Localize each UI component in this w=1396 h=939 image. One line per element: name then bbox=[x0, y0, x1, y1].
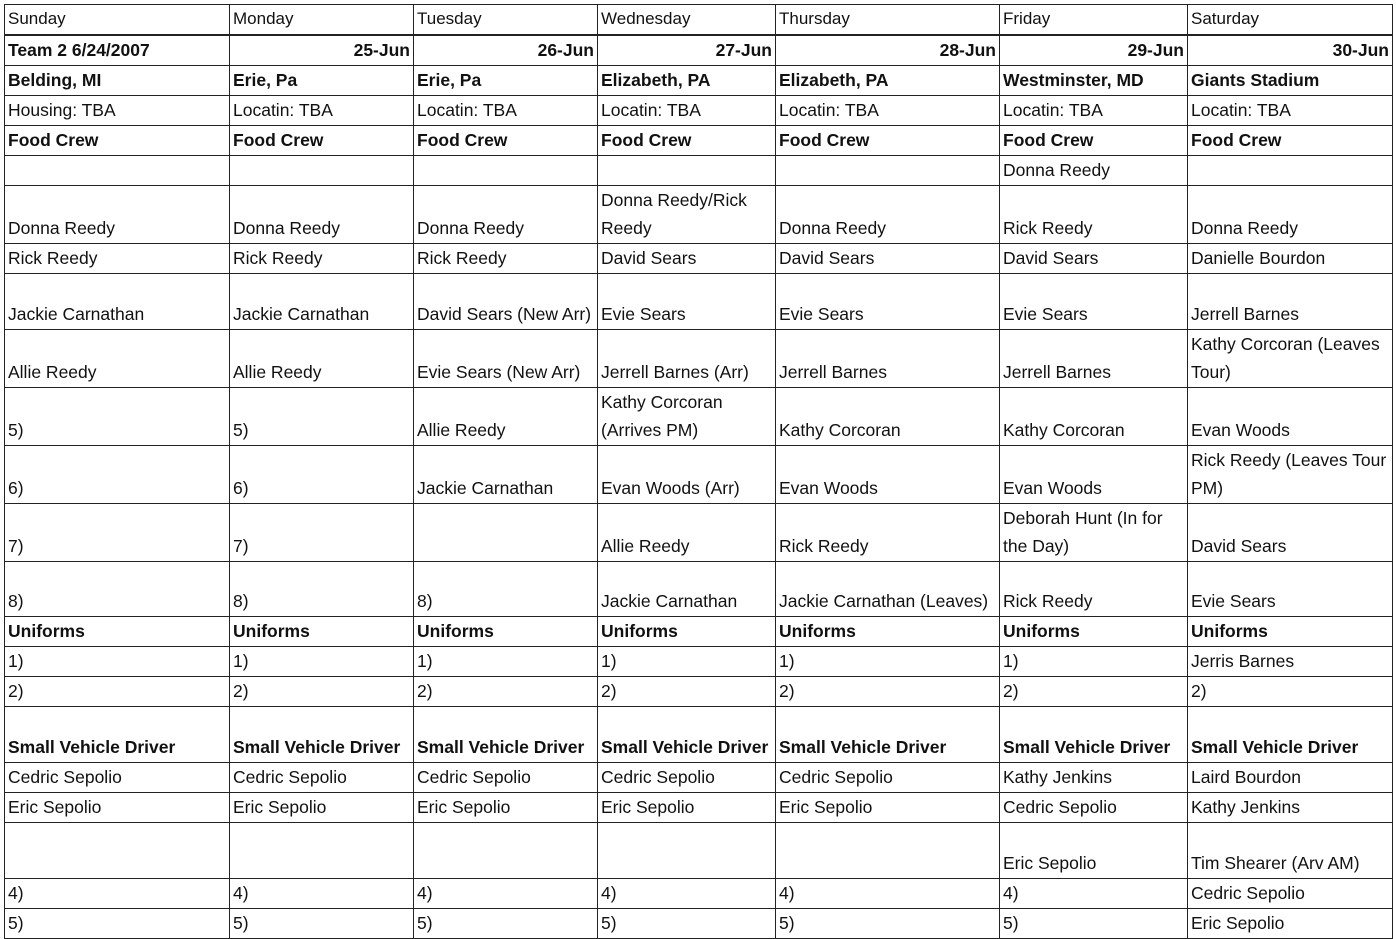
housing-cell: Locatin: TBA bbox=[1188, 96, 1393, 126]
schedule-row bbox=[5, 126, 1393, 156]
driver-label: Small Vehicle Driver bbox=[598, 707, 776, 763]
uniform-entry: 1) bbox=[5, 647, 230, 677]
food-crew-entry: Evie Sears bbox=[1000, 274, 1188, 330]
food-crew-entry: 8) bbox=[230, 562, 414, 617]
driver-entry: Eric Sepolio bbox=[776, 793, 1000, 823]
food-crew-entry: 5) bbox=[5, 388, 230, 446]
driver-label: Small Vehicle Driver bbox=[1000, 707, 1188, 763]
food-crew-entry: Donna Reedy bbox=[776, 186, 1000, 244]
uniform-entry: 2) bbox=[414, 677, 598, 707]
date-cell: Team 2 6/24/2007 bbox=[5, 35, 230, 66]
day-name: Friday bbox=[1000, 5, 1188, 36]
location-cell: Belding, MI bbox=[5, 66, 230, 96]
driver-entry: 4) bbox=[414, 879, 598, 909]
food-crew-entry: Donna Reedy bbox=[414, 186, 598, 244]
food-crew-entry: Kathy Corcoran bbox=[1000, 388, 1188, 446]
schedule-row bbox=[5, 96, 1393, 126]
driver-entry bbox=[230, 823, 414, 879]
driver-entry: 5) bbox=[5, 909, 230, 939]
food-crew-entry: 8) bbox=[414, 562, 598, 617]
date-cell: 28-Jun bbox=[776, 35, 1000, 66]
uniforms-label: Uniforms bbox=[598, 617, 776, 647]
schedule-row bbox=[5, 823, 1393, 879]
location-cell: Erie, Pa bbox=[414, 66, 598, 96]
driver-entry: Cedric Sepolio bbox=[1188, 879, 1393, 909]
driver-label: Small Vehicle Driver bbox=[776, 707, 1000, 763]
driver-entry: Kathy Jenkins bbox=[1000, 763, 1188, 793]
food-crew-entry bbox=[598, 156, 776, 186]
schedule-row bbox=[5, 330, 1393, 388]
driver-label: Small Vehicle Driver bbox=[1188, 707, 1393, 763]
schedule-row bbox=[5, 562, 1393, 617]
driver-entry: Cedric Sepolio bbox=[776, 763, 1000, 793]
driver-label: Small Vehicle Driver bbox=[230, 707, 414, 763]
food-crew-entry: Jerrell Barnes (Arr) bbox=[598, 330, 776, 388]
driver-entry: 4) bbox=[5, 879, 230, 909]
food-crew-entry: Donna Reedy bbox=[1188, 186, 1393, 244]
food-crew-entry: Evie Sears bbox=[776, 274, 1000, 330]
food-crew-entry: Donna Reedy bbox=[5, 186, 230, 244]
uniforms-label: Uniforms bbox=[1188, 617, 1393, 647]
schedule-row bbox=[5, 35, 1393, 66]
housing-cell: Locatin: TBA bbox=[598, 96, 776, 126]
uniforms-label: Uniforms bbox=[414, 617, 598, 647]
driver-entry: Eric Sepolio bbox=[1188, 909, 1393, 939]
food-crew-entry: Rick Reedy bbox=[5, 244, 230, 274]
food-crew-entry bbox=[5, 156, 230, 186]
food-crew-entry: 6) bbox=[230, 446, 414, 504]
food-crew-entry: 5) bbox=[230, 388, 414, 446]
food-crew-label: Food Crew bbox=[5, 126, 230, 156]
food-crew-entry: Allie Reedy bbox=[598, 504, 776, 562]
food-crew-entry: Danielle Bourdon bbox=[1188, 244, 1393, 274]
food-crew-label: Food Crew bbox=[1188, 126, 1393, 156]
driver-entry: Eric Sepolio bbox=[1000, 823, 1188, 879]
food-crew-entry: Donna Reedy/Rick Reedy bbox=[598, 186, 776, 244]
food-crew-entry: David Sears bbox=[1000, 244, 1188, 274]
food-crew-entry: Allie Reedy bbox=[5, 330, 230, 388]
driver-label: Small Vehicle Driver bbox=[5, 707, 230, 763]
driver-entry bbox=[776, 823, 1000, 879]
schedule-row bbox=[5, 707, 1393, 763]
driver-entry bbox=[414, 823, 598, 879]
food-crew-label: Food Crew bbox=[1000, 126, 1188, 156]
day-name: Wednesday bbox=[598, 5, 776, 36]
food-crew-entry bbox=[414, 504, 598, 562]
schedule-row bbox=[5, 793, 1393, 823]
food-crew-entry: Jerrell Barnes bbox=[776, 330, 1000, 388]
food-crew-entry: Jackie Carnathan bbox=[5, 274, 230, 330]
food-crew-entry bbox=[230, 156, 414, 186]
schedule-row bbox=[5, 879, 1393, 909]
driver-entry: 5) bbox=[414, 909, 598, 939]
food-crew-entry bbox=[776, 156, 1000, 186]
food-crew-entry: Rick Reedy bbox=[1000, 186, 1188, 244]
housing-cell: Locatin: TBA bbox=[414, 96, 598, 126]
food-crew-entry: 7) bbox=[5, 504, 230, 562]
food-crew-entry: Jackie Carnathan bbox=[414, 446, 598, 504]
food-crew-entry: Donna Reedy bbox=[230, 186, 414, 244]
location-cell: Westminster, MD bbox=[1000, 66, 1188, 96]
date-cell: 25-Jun bbox=[230, 35, 414, 66]
schedule-row bbox=[5, 647, 1393, 677]
driver-entry: 5) bbox=[598, 909, 776, 939]
uniform-entry: 1) bbox=[230, 647, 414, 677]
uniforms-label: Uniforms bbox=[776, 617, 1000, 647]
food-crew-entry: David Sears (New Arr) bbox=[414, 274, 598, 330]
uniform-entry: 1) bbox=[598, 647, 776, 677]
location-cell: Elizabeth, PA bbox=[776, 66, 1000, 96]
schedule-row bbox=[5, 446, 1393, 504]
driver-entry: 5) bbox=[1000, 909, 1188, 939]
uniform-entry: 1) bbox=[776, 647, 1000, 677]
food-crew-entry: Jerrell Barnes bbox=[1188, 274, 1393, 330]
schedule-row bbox=[5, 763, 1393, 793]
day-name: Saturday bbox=[1188, 5, 1393, 36]
schedule-row bbox=[5, 617, 1393, 647]
driver-entry: 4) bbox=[1000, 879, 1188, 909]
driver-entry: Cedric Sepolio bbox=[1000, 793, 1188, 823]
schedule-row bbox=[5, 5, 1393, 36]
driver-entry: Eric Sepolio bbox=[5, 793, 230, 823]
driver-entry: 5) bbox=[230, 909, 414, 939]
food-crew-entry: Evie Sears bbox=[1188, 562, 1393, 617]
uniforms-label: Uniforms bbox=[230, 617, 414, 647]
food-crew-entry: Allie Reedy bbox=[230, 330, 414, 388]
schedule-row bbox=[5, 244, 1393, 274]
food-crew-entry: Kathy Corcoran (Leaves Tour) bbox=[1188, 330, 1393, 388]
driver-entry: 5) bbox=[776, 909, 1000, 939]
food-crew-entry: Evie Sears (New Arr) bbox=[414, 330, 598, 388]
food-crew-entry: Evan Woods (Arr) bbox=[598, 446, 776, 504]
food-crew-entry: Donna Reedy bbox=[1000, 156, 1188, 186]
driver-entry: Tim Shearer (Arv AM) bbox=[1188, 823, 1393, 879]
day-name: Monday bbox=[230, 5, 414, 36]
food-crew-entry: Rick Reedy (Leaves Tour PM) bbox=[1188, 446, 1393, 504]
food-crew-entry: David Sears bbox=[776, 244, 1000, 274]
date-cell: 27-Jun bbox=[598, 35, 776, 66]
food-crew-entry: Rick Reedy bbox=[230, 244, 414, 274]
uniforms-label: Uniforms bbox=[1000, 617, 1188, 647]
food-crew-entry: Rick Reedy bbox=[414, 244, 598, 274]
schedule-row bbox=[5, 909, 1393, 939]
day-name: Sunday bbox=[5, 5, 230, 36]
date-cell: 30-Jun bbox=[1188, 35, 1393, 66]
food-crew-label: Food Crew bbox=[776, 126, 1000, 156]
schedule-row bbox=[5, 156, 1393, 186]
day-name: Thursday bbox=[776, 5, 1000, 36]
schedule-row bbox=[5, 186, 1393, 244]
food-crew-entry: Rick Reedy bbox=[776, 504, 1000, 562]
housing-cell: Housing: TBA bbox=[5, 96, 230, 126]
food-crew-label: Food Crew bbox=[230, 126, 414, 156]
food-crew-entry: Kathy Corcoran (Arrives PM) bbox=[598, 388, 776, 446]
food-crew-label: Food Crew bbox=[598, 126, 776, 156]
schedule-row bbox=[5, 504, 1393, 562]
uniforms-label: Uniforms bbox=[5, 617, 230, 647]
food-crew-entry: Evie Sears bbox=[598, 274, 776, 330]
location-cell: Erie, Pa bbox=[230, 66, 414, 96]
driver-label: Small Vehicle Driver bbox=[414, 707, 598, 763]
food-crew-entry: David Sears bbox=[1188, 504, 1393, 562]
food-crew-entry: Rick Reedy bbox=[1000, 562, 1188, 617]
housing-cell: Locatin: TBA bbox=[1000, 96, 1188, 126]
driver-entry: Eric Sepolio bbox=[230, 793, 414, 823]
food-crew-entry: Jerrell Barnes bbox=[1000, 330, 1188, 388]
food-crew-entry: 8) bbox=[5, 562, 230, 617]
driver-entry bbox=[5, 823, 230, 879]
schedule-row bbox=[5, 388, 1393, 446]
driver-entry: Cedric Sepolio bbox=[598, 763, 776, 793]
food-crew-entry: Evan Woods bbox=[776, 446, 1000, 504]
uniform-entry: 2) bbox=[1000, 677, 1188, 707]
schedule-table bbox=[4, 4, 1393, 939]
date-cell: 26-Jun bbox=[414, 35, 598, 66]
date-cell: 29-Jun bbox=[1000, 35, 1188, 66]
uniform-entry: 1) bbox=[414, 647, 598, 677]
driver-entry: Cedric Sepolio bbox=[230, 763, 414, 793]
driver-entry: 4) bbox=[776, 879, 1000, 909]
uniform-entry: 2) bbox=[1188, 677, 1393, 707]
driver-entry: Kathy Jenkins bbox=[1188, 793, 1393, 823]
food-crew-entry bbox=[414, 156, 598, 186]
driver-entry: 4) bbox=[598, 879, 776, 909]
day-name: Tuesday bbox=[414, 5, 598, 36]
driver-entry: 4) bbox=[230, 879, 414, 909]
food-crew-entry: Evan Woods bbox=[1188, 388, 1393, 446]
uniform-entry: 2) bbox=[776, 677, 1000, 707]
food-crew-entry: Jackie Carnathan (Leaves) bbox=[776, 562, 1000, 617]
driver-entry: Laird Bourdon bbox=[1188, 763, 1393, 793]
food-crew-entry: Jackie Carnathan bbox=[598, 562, 776, 617]
food-crew-entry: 6) bbox=[5, 446, 230, 504]
food-crew-entry: 7) bbox=[230, 504, 414, 562]
food-crew-label: Food Crew bbox=[414, 126, 598, 156]
uniform-entry: 1) bbox=[1000, 647, 1188, 677]
food-crew-entry: Evan Woods bbox=[1000, 446, 1188, 504]
schedule-row bbox=[5, 677, 1393, 707]
driver-entry: Cedric Sepolio bbox=[414, 763, 598, 793]
uniform-entry: 2) bbox=[230, 677, 414, 707]
driver-entry: Eric Sepolio bbox=[414, 793, 598, 823]
housing-cell: Locatin: TBA bbox=[776, 96, 1000, 126]
schedule-row bbox=[5, 274, 1393, 330]
food-crew-entry: Allie Reedy bbox=[414, 388, 598, 446]
uniform-entry: 2) bbox=[5, 677, 230, 707]
location-cell: Elizabeth, PA bbox=[598, 66, 776, 96]
driver-entry: Cedric Sepolio bbox=[5, 763, 230, 793]
schedule-row bbox=[5, 66, 1393, 96]
uniform-entry: 2) bbox=[598, 677, 776, 707]
uniform-entry: Jerris Barnes bbox=[1188, 647, 1393, 677]
housing-cell: Locatin: TBA bbox=[230, 96, 414, 126]
driver-entry bbox=[598, 823, 776, 879]
food-crew-entry: Kathy Corcoran bbox=[776, 388, 1000, 446]
food-crew-entry: David Sears bbox=[598, 244, 776, 274]
food-crew-entry: Deborah Hunt (In for the Day) bbox=[1000, 504, 1188, 562]
location-cell: Giants Stadium bbox=[1188, 66, 1393, 96]
food-crew-entry bbox=[1188, 156, 1393, 186]
schedule-sheet bbox=[4, 4, 1392, 933]
food-crew-entry: Jackie Carnathan bbox=[230, 274, 414, 330]
driver-entry: Eric Sepolio bbox=[598, 793, 776, 823]
